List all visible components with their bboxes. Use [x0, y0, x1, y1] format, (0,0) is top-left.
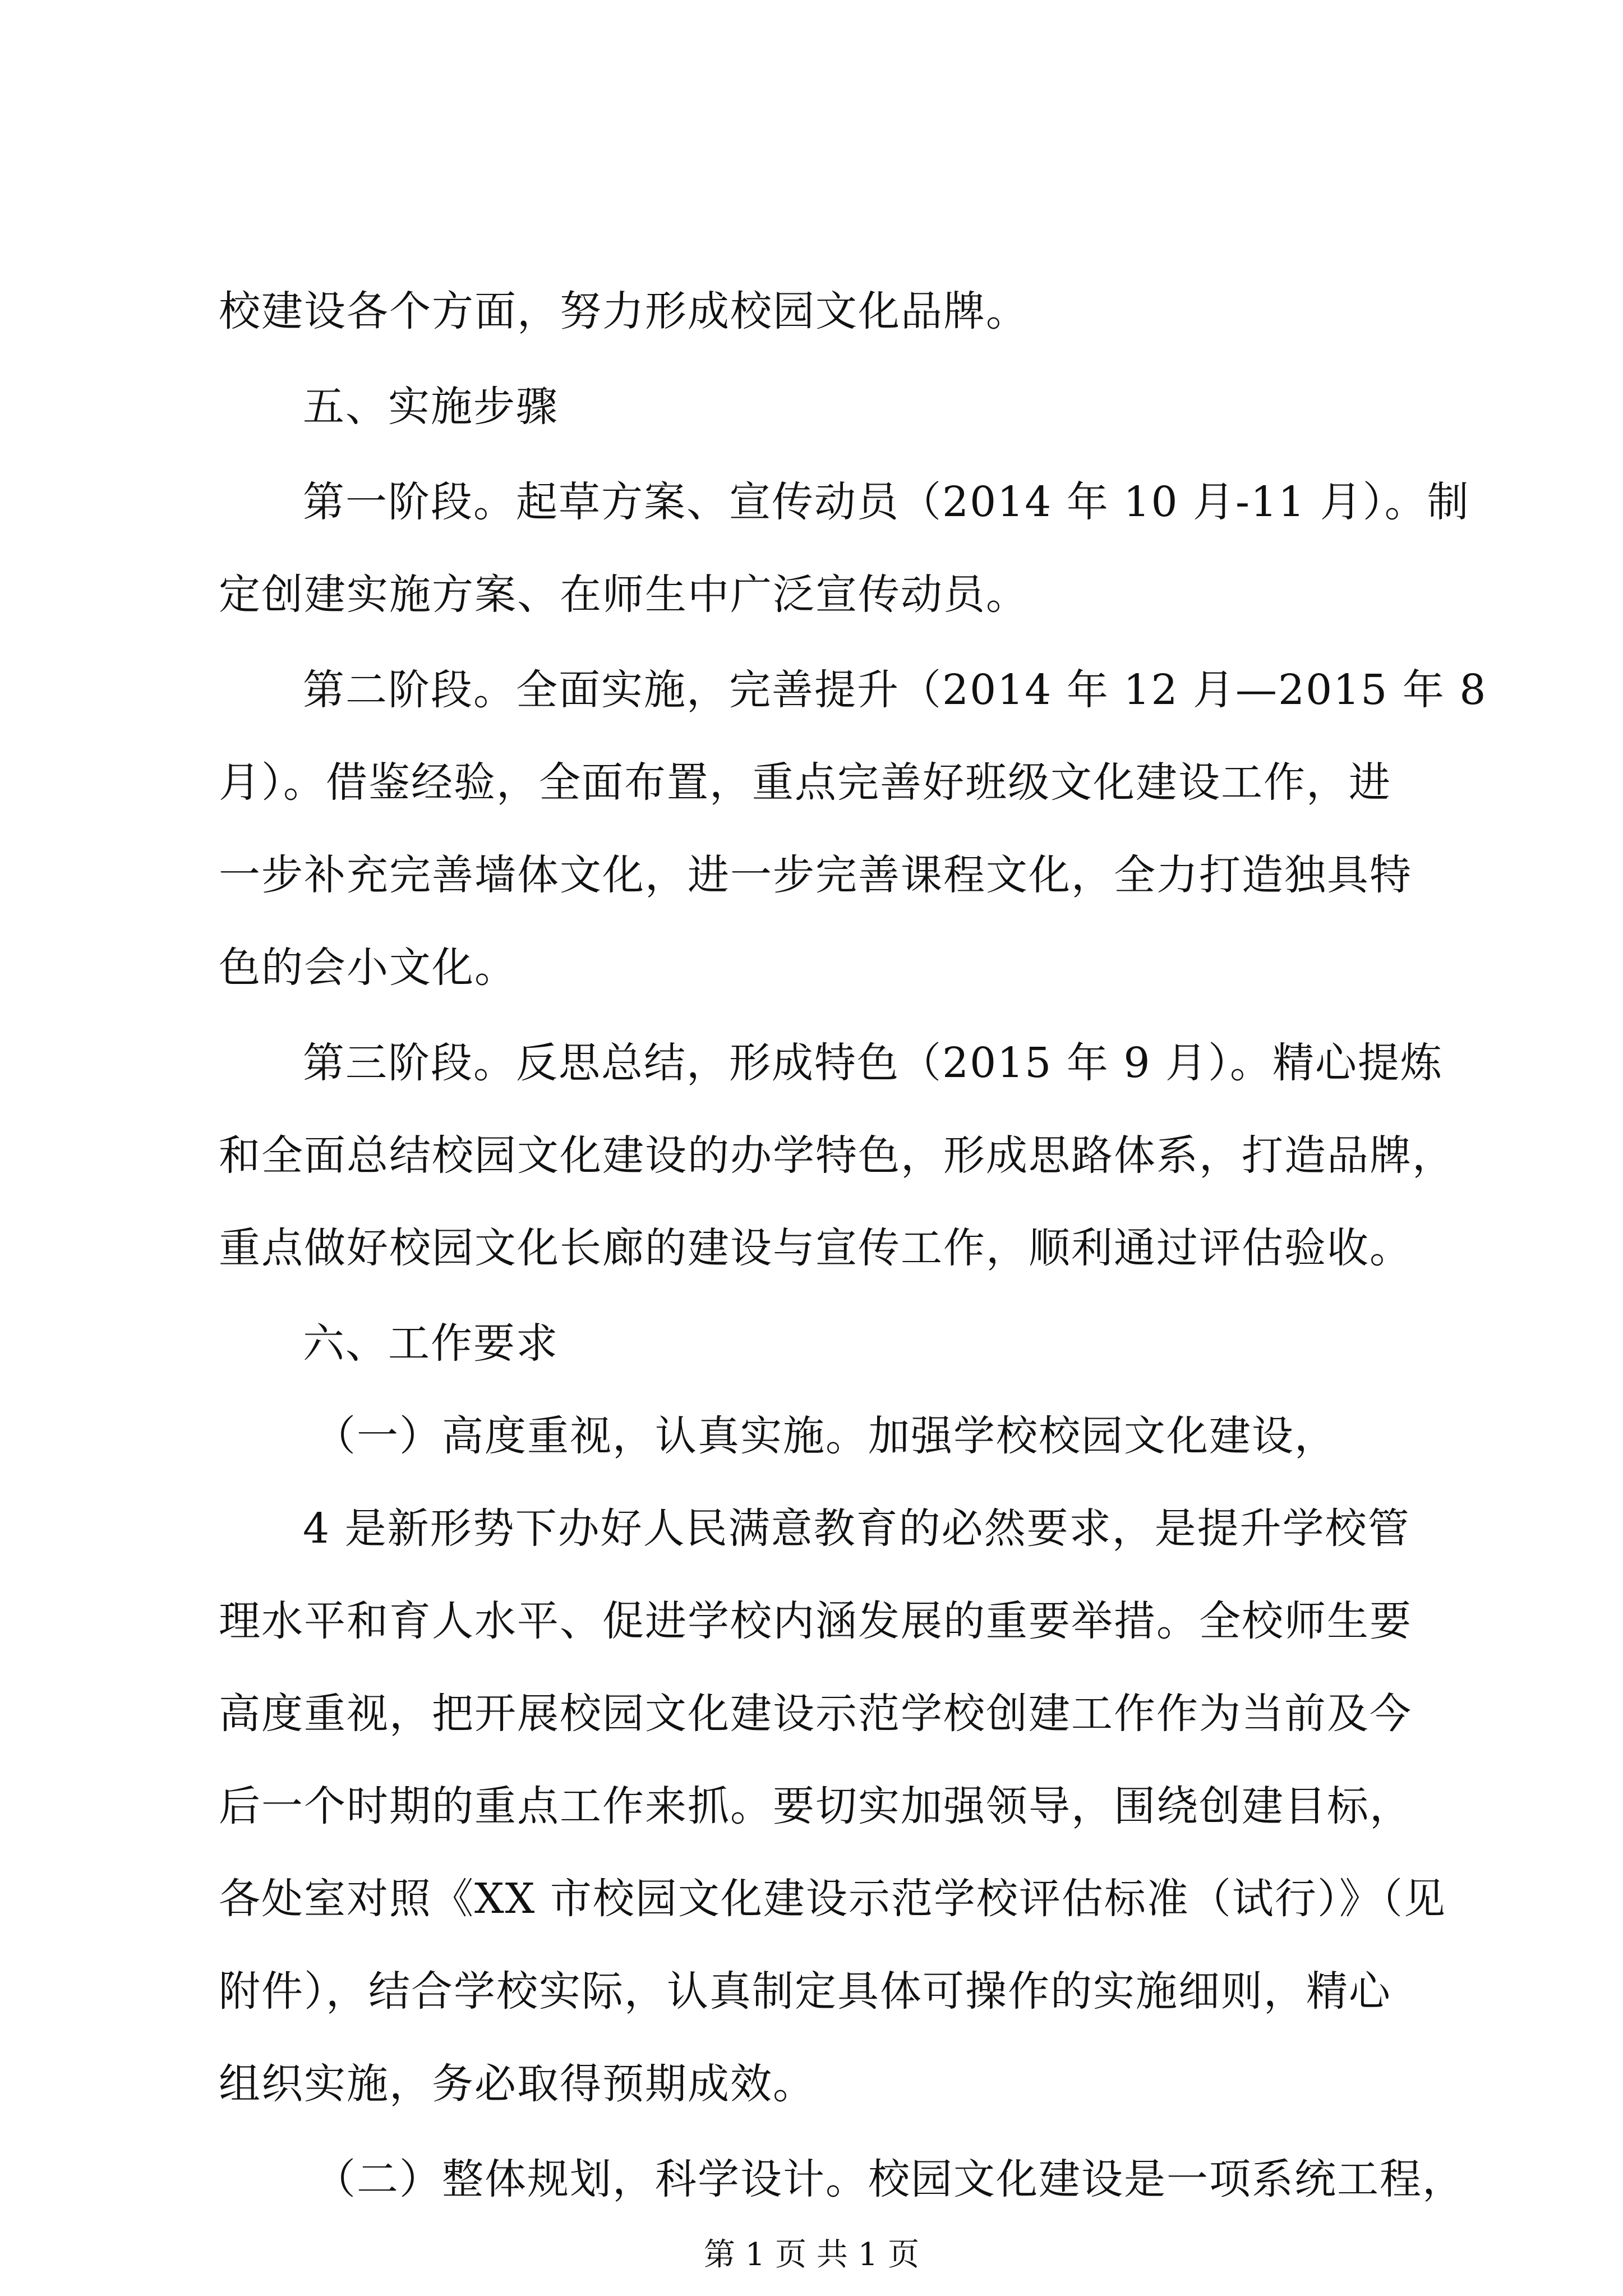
text-line-18: 各处室对照《XX 市校园文化建设示范学校评估标准（试行）》（见: [219, 1875, 1446, 1923]
heading-work-requirements: 六、工作要求: [303, 1319, 559, 1368]
text-line-8: 色的会小文化。: [219, 944, 517, 992]
text-line-14: 4 是新形势下办好人民满意教育的必然要求，是提升学校管: [303, 1504, 1410, 1553]
page-footer: 第 1 页 共 1 页: [703, 2237, 920, 2273]
heading-implementation-steps: 五、实施步骤: [303, 383, 559, 431]
text-line-3: 第一阶段。起草方案、宣传动员（2014 年 10 月-11 月）。制: [303, 478, 1470, 526]
text-line-20: 组织实施，务必取得预期成效。: [219, 2060, 815, 2108]
text-line-11: 重点做好校园文化长廊的建设与宣传工作，顺利通过评估验收。: [219, 1224, 1412, 1272]
text-line-5: 第二阶段。全面实施，完善提升（2014 年 12 月—2015 年 8: [303, 666, 1487, 714]
text-line-4: 定创建实施方案、在师生中广泛宣传动员。: [219, 570, 1029, 619]
text-line-21: （二）整体规划，科学设计。校园文化建设是一项系统工程，: [314, 2155, 1465, 2203]
text-line-10: 和全面总结校园文化建设的办学特色，形成思路体系，打造品牌，: [219, 1131, 1455, 1180]
text-line-17: 后一个时期的重点工作来抓。要切实加强领导，围绕创建目标，: [219, 1782, 1412, 1830]
text-line-16: 高度重视，把开展校园文化建设示范学校创建工作作为当前及今: [219, 1690, 1412, 1738]
text-line-15: 理水平和育人水平、促进学校内涵发展的重要举措。全校师生要: [219, 1597, 1412, 1645]
text-line-13: （一）高度重视，认真实施。加强学校校园文化建设，: [314, 1412, 1337, 1460]
text-line-19: 附件），结合学校实际，认真制定具体可操作的实施细则，精心: [219, 1967, 1391, 2016]
text-line-6: 月）。借鉴经验，全面布置，重点完善好班级文化建设工作，进: [219, 758, 1391, 807]
text-line-9: 第三阶段。反思总结，形成特色（2015 年 9 月）。精心提炼: [303, 1039, 1443, 1087]
text-line-7: 一步补充完善墙体文化，进一步完善课程文化，全力打造独具特: [219, 851, 1412, 899]
text-line-1: 校建设各个方面，努力形成校园文化品牌。: [219, 287, 1029, 335]
